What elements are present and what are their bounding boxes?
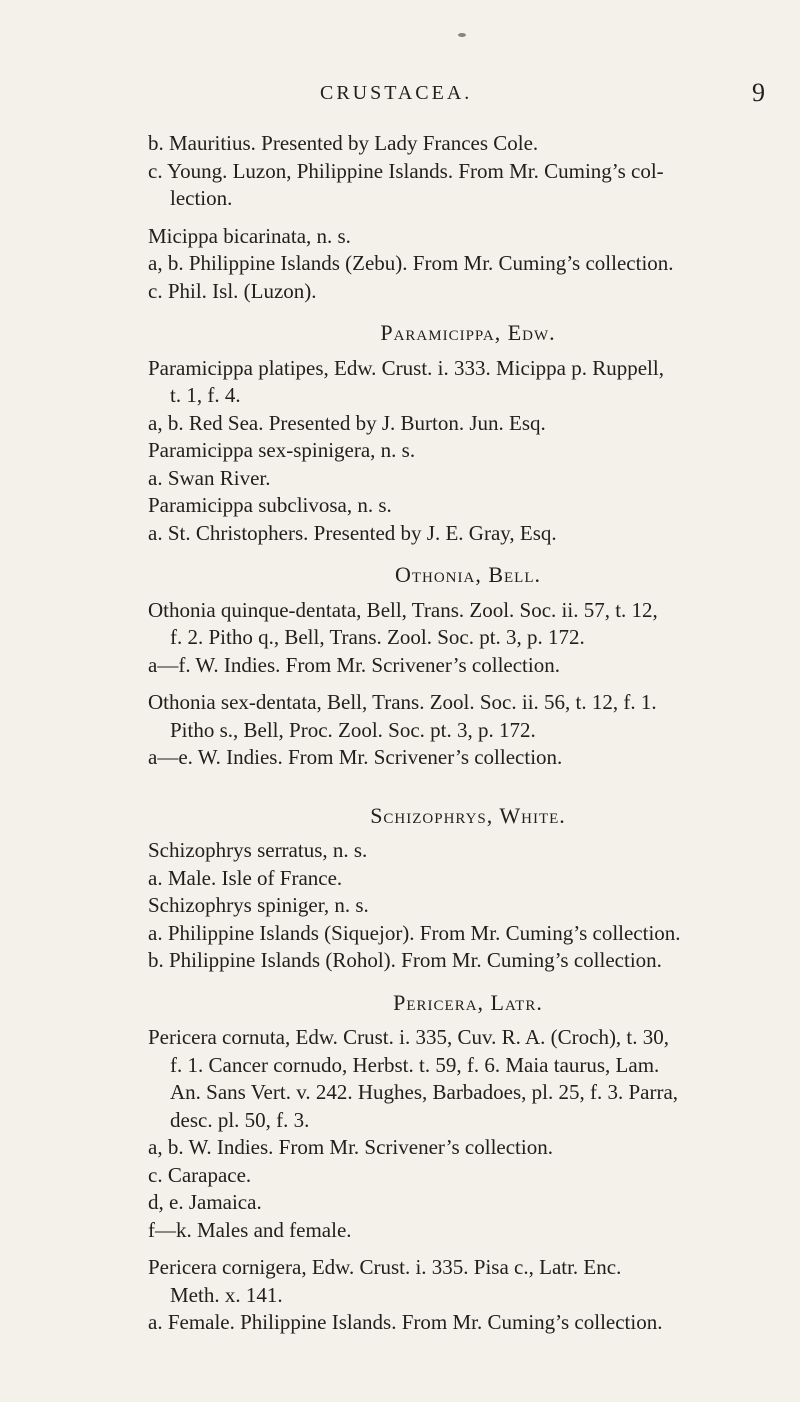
- entry-line: lection.: [170, 186, 233, 210]
- entry-line: a—f. W. Indies. From Mr. Scrivener’s collection.: [148, 652, 560, 677]
- species-line: Paramicippa subclivosa, n. s.: [148, 493, 392, 517]
- species-line: Pericera cornuta, Edw. Crust. i. 335, Cuv. R. A. (Croch), t. 30,: [148, 1025, 670, 1049]
- entry-line: c. Young. Luzon, Philippine Islands. From Mr. Cuming’s col-: [148, 158, 664, 183]
- species-line: Micippa bicarinata, n. s.: [148, 223, 351, 248]
- entry-line: desc. pl. 50, f. 3.: [170, 1107, 310, 1132]
- entry-line: f. 1. Cancer cornudo, Herbst. t. 59, f. 6. Maia taurus, Lam.: [170, 1052, 660, 1077]
- species-line: Othonia quinque-dentata, Bell, Trans. Zool. Soc. ii. 57, t. 12,: [148, 597, 658, 622]
- running-title: CRUSTACEA.: [320, 82, 473, 104]
- ink-speck: [458, 33, 466, 37]
- entry-line: a. St. Christophers. Presented by J. E. Gray, Esq.: [148, 520, 557, 545]
- entry-line: t. 1, f. 4.: [170, 383, 241, 407]
- entry-line: d, e. Jamaica.: [148, 1190, 262, 1214]
- entry-line: a, b. Red Sea. Presented by J. Burton. Jun. Esq.: [148, 410, 546, 435]
- entry-line: An. Sans Vert. v. 242. Hughes, Barbadoes, pl. 25, f. 3. Parra,: [170, 1080, 679, 1104]
- entry-line: f. 2. Pitho q., Bell, Trans. Zool. Soc. pt. 3, p. 172.: [170, 625, 585, 649]
- species-line: Schizophrys spiniger, n. s.: [148, 893, 369, 917]
- genus-heading: Othonia, Bell.: [394, 562, 542, 587]
- species-line: Paramicippa sex-spinigera, n. s.: [148, 438, 416, 462]
- genus-heading: Paramicippa, Edw.: [380, 320, 556, 345]
- species-line: Schizophrys serratus, n. s.: [148, 838, 368, 862]
- entry-line: a, b. W. Indies. From Mr. Scrivener’s collection.: [148, 1135, 553, 1159]
- entry-line: Meth. x. 141.: [170, 1282, 283, 1307]
- entry-line: b. Philippine Islands (Rohol). From Mr. Cuming’s collection.: [148, 948, 662, 972]
- entry-line: c. Phil. Isl. (Luzon).: [148, 278, 317, 303]
- running-header: [0, 78, 800, 114]
- entry-line: a. Philippine Islands (Siquejor). From Mr. Cuming’s collection.: [148, 920, 681, 945]
- entry-line: a. Female. Philippine Islands. From Mr. Cuming’s collection.: [148, 1310, 663, 1334]
- species-line: Paramicippa platipes, Edw. Crust. i. 333. Micippa p. Ruppell,: [148, 355, 664, 380]
- entry-line: f—k. Males and female.: [148, 1217, 352, 1242]
- genus-heading: Schizophrys, White.: [370, 802, 566, 828]
- genus-heading: Pericera, Latr.: [393, 989, 543, 1015]
- entry-line: b. Mauritius. Presented by Lady Frances Cole.: [148, 131, 539, 155]
- entry-line: a, b. Philippine Islands (Zebu). From Mr. Cuming’s collection.: [148, 251, 674, 275]
- catalogue-text: [148, 130, 788, 1337]
- entry-line: a—e. W. Indies. From Mr. Scrivener’s collection.: [148, 745, 563, 769]
- page-number: 9: [752, 78, 765, 107]
- entry-line: c. Carapace.: [148, 1162, 252, 1187]
- entry-line: a. Male. Isle of France.: [148, 865, 343, 890]
- species-line: Othonia sex-dentata, Bell, Trans. Zool. Soc. ii. 56, t. 12, f. 1.: [148, 690, 657, 714]
- entry-line: Pitho s., Bell, Proc. Zool. Soc. pt. 3, p. 172.: [170, 717, 536, 742]
- entry-line: a. Swan River.: [148, 465, 271, 490]
- species-line: Pericera cornigera, Edw. Crust. i. 335. Pisa c., Latr. Enc.: [148, 1255, 622, 1279]
